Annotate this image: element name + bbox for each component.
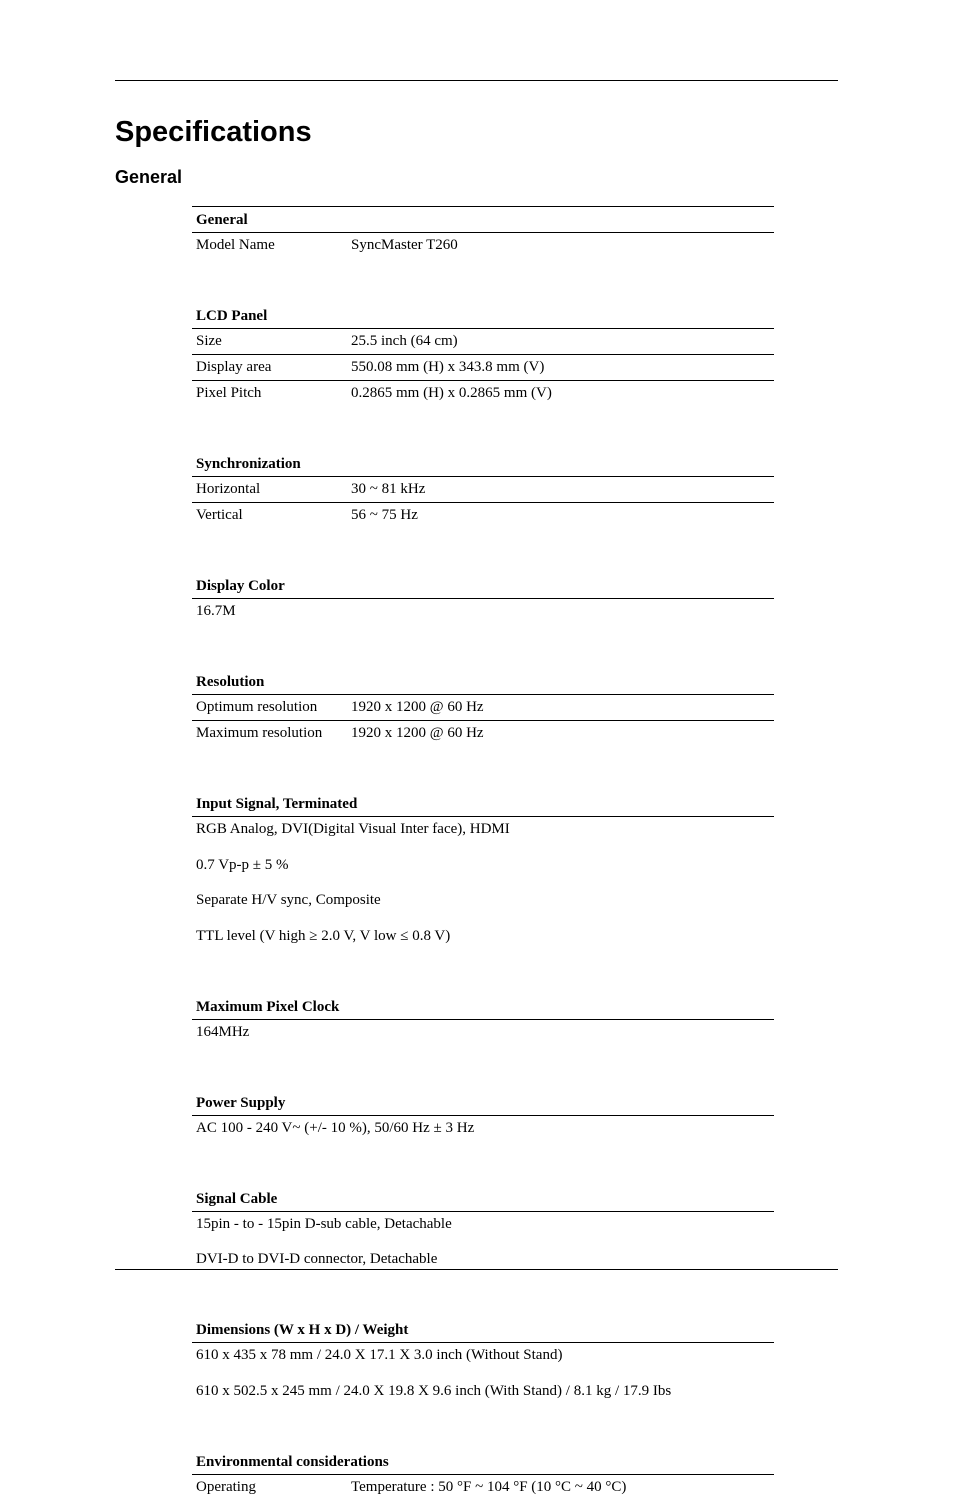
section-heading-environmental: Environmental considerations bbox=[192, 1405, 774, 1475]
section-heading-synchronization: Synchronization bbox=[192, 407, 774, 477]
spec-line: 610 x 502.5 x 245 mm / 24.0 X 19.8 X 9.6 inch (With Stand) / 8.1 kg / 17.9 Ibs bbox=[196, 1382, 672, 1399]
spec-value: 550.08 mm (H) x 343.8 mm (V) bbox=[351, 359, 545, 375]
spec-label: Operating bbox=[196, 1478, 256, 1495]
spec-row bbox=[192, 233, 774, 259]
spec-row bbox=[192, 477, 774, 503]
spec-row bbox=[192, 381, 774, 407]
section-heading-power-supply: Power Supply bbox=[192, 1046, 774, 1116]
spec-line: RGB Analog, DVI(Digital Visual Inter face), HDMI bbox=[196, 821, 510, 837]
spec-line: 15pin - to - 15pin D-sub cable, Detachable bbox=[196, 1215, 452, 1232]
spec-row bbox=[192, 721, 774, 747]
spec-label: Size bbox=[196, 333, 222, 349]
spec-value: 56 ~ 75 Hz bbox=[351, 507, 418, 523]
spec-row bbox=[192, 695, 774, 721]
spec-row bbox=[192, 329, 774, 355]
spec-line: 610 x 435 x 78 mm / 24.0 X 17.1 X 3.0 inch (Without Stand) bbox=[196, 1347, 563, 1363]
spec-line: 16.7M bbox=[196, 603, 236, 619]
spec-value: 30 ~ 81 kHz bbox=[351, 481, 426, 497]
spec-label: Horizontal bbox=[196, 481, 261, 497]
section-title: General bbox=[115, 167, 183, 187]
specifications-table bbox=[192, 206, 774, 1501]
spec-value: 1920 x 1200 @ 60 Hz bbox=[351, 725, 484, 741]
footer-rule bbox=[115, 1269, 838, 1270]
spec-line: AC 100 - 240 V~ (+/- 10 %), 50/60 Hz ± 3 Hz bbox=[196, 1119, 475, 1136]
section-heading-dimensions-weight: Dimensions (W x H x D) / Weight bbox=[192, 1273, 774, 1343]
spec-value: 1920 x 1200 @ 60 Hz bbox=[351, 699, 484, 715]
section-heading-display-color: Display Color bbox=[192, 529, 774, 599]
spec-label: Display area bbox=[196, 359, 272, 375]
spec-value: 25.5 inch (64 cm) bbox=[351, 333, 458, 349]
spec-value: Temperature : 50 °F ~ 104 °F (10 °C ~ 40 °C) bbox=[351, 1478, 627, 1495]
spec-line: Separate H/V sync, Composite bbox=[196, 892, 381, 908]
spec-line: 0.7 Vp-p ± 5 % bbox=[196, 856, 289, 873]
spec-label: Model Name bbox=[196, 237, 275, 253]
spec-label: Vertical bbox=[196, 507, 243, 523]
spec-row bbox=[192, 355, 774, 381]
spec-line: 164MHz bbox=[196, 1023, 250, 1040]
section-heading-resolution: Resolution bbox=[192, 625, 774, 695]
page-title: Specifications bbox=[115, 116, 312, 148]
section-heading-lcd-panel: LCD Panel bbox=[192, 259, 774, 329]
spec-line: DVI-D to DVI-D connector, Detachable bbox=[196, 1251, 438, 1267]
spec-label: Maximum resolution bbox=[196, 725, 323, 741]
spec-row bbox=[192, 1475, 774, 1501]
section-heading-general: General bbox=[192, 207, 774, 233]
spec-value: 0.2865 mm (H) x 0.2865 mm (V) bbox=[351, 385, 552, 401]
spec-label: Pixel Pitch bbox=[196, 385, 262, 401]
spec-row bbox=[192, 503, 774, 529]
section-heading-signal-cable: Signal Cable bbox=[192, 1142, 774, 1212]
section-heading-maximum-pixel-clock: Maximum Pixel Clock bbox=[192, 950, 774, 1020]
spec-line: TTL level (V high ≥ 2.0 V, V low ≤ 0.8 V) bbox=[196, 927, 451, 944]
spec-value: SyncMaster T260 bbox=[351, 237, 458, 253]
header-rule bbox=[115, 80, 838, 81]
spec-label: Optimum resolution bbox=[196, 699, 318, 715]
section-heading-input-signal: Input Signal, Terminated bbox=[192, 747, 774, 817]
